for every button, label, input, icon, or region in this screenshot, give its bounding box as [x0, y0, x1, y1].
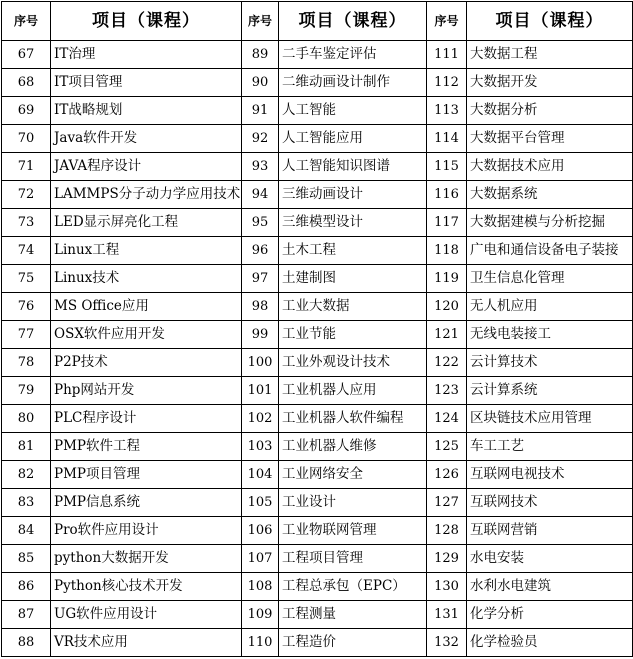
seq-cell: 101	[242, 377, 279, 405]
seq-cell: 75	[2, 265, 51, 293]
course-name-cell: 广电和通信设备电子装接	[467, 237, 633, 265]
course-name-cell: 三维动画设计	[279, 181, 427, 209]
table-row	[2, 349, 633, 377]
seq-cell: 116	[427, 181, 467, 209]
course-name-cell: 工业设计	[279, 489, 427, 517]
course-name-cell: LED显示屏亮化工程	[51, 209, 242, 237]
seq-cell: 113	[427, 97, 467, 125]
seq-cell: 107	[242, 545, 279, 573]
course-name-cell: 工程项目管理	[279, 545, 427, 573]
seq-cell: 106	[242, 517, 279, 545]
table-row	[2, 321, 633, 349]
seq-cell: 108	[242, 573, 279, 601]
course-name-cell: 卫生信息化管理	[467, 265, 633, 293]
header-project-3: 项目（课程）	[467, 2, 633, 41]
seq-cell: 130	[427, 573, 467, 601]
seq-cell: 111	[427, 41, 467, 69]
table-row	[2, 41, 633, 69]
course-name-cell: 大数据平台管理	[467, 125, 633, 153]
table-row	[2, 601, 633, 629]
course-name-cell: LAMMPS分子动力学应用技术	[51, 181, 242, 209]
course-name-cell: IT战略规划	[51, 97, 242, 125]
course-name-cell: 大数据分析	[467, 97, 633, 125]
seq-cell: 74	[2, 237, 51, 265]
course-name-cell: 工程造价	[279, 629, 427, 657]
course-name-cell: 工业网络安全	[279, 461, 427, 489]
table-row	[2, 461, 633, 489]
course-name-cell: Php网站开发	[51, 377, 242, 405]
seq-cell: 93	[242, 153, 279, 181]
seq-cell: 121	[427, 321, 467, 349]
table-row	[2, 293, 633, 321]
table-row	[2, 489, 633, 517]
seq-cell: 77	[2, 321, 51, 349]
course-name-cell: 水利水电建筑	[467, 573, 633, 601]
course-name-cell: Pro软件应用设计	[51, 517, 242, 545]
course-name-cell: 车工工艺	[467, 433, 633, 461]
table-row	[2, 405, 633, 433]
course-name-cell: 大数据工程	[467, 41, 633, 69]
course-name-cell: P2P技术	[51, 349, 242, 377]
seq-cell: 104	[242, 461, 279, 489]
seq-cell: 109	[242, 601, 279, 629]
course-name-cell: 大数据建模与分析挖掘	[467, 209, 633, 237]
seq-cell: 67	[2, 41, 51, 69]
course-name-cell: Java软件开发	[51, 125, 242, 153]
seq-cell: 85	[2, 545, 51, 573]
seq-cell: 71	[2, 153, 51, 181]
course-name-cell: PLC程序设计	[51, 405, 242, 433]
seq-cell: 122	[427, 349, 467, 377]
course-name-cell: 人工智能	[279, 97, 427, 125]
seq-cell: 114	[427, 125, 467, 153]
course-table	[1, 1, 633, 657]
seq-cell: 86	[2, 573, 51, 601]
table-row	[2, 545, 633, 573]
table-row	[2, 573, 633, 601]
course-name-cell: 大数据开发	[467, 69, 633, 97]
course-name-cell: Linux工程	[51, 237, 242, 265]
header-row	[2, 2, 633, 41]
course-name-cell: 云计算技术	[467, 349, 633, 377]
seq-cell: 87	[2, 601, 51, 629]
course-name-cell: VR技术应用	[51, 629, 242, 657]
course-name-cell: 化学检验员	[467, 629, 633, 657]
header-seq-1: 序号	[2, 2, 51, 41]
course-name-cell: 大数据技术应用	[467, 153, 633, 181]
seq-cell: 70	[2, 125, 51, 153]
seq-cell: 131	[427, 601, 467, 629]
table-row	[2, 629, 633, 657]
course-name-cell: 土木工程	[279, 237, 427, 265]
header-project-2: 项目（课程）	[279, 2, 427, 41]
course-name-cell: 人工智能应用	[279, 125, 427, 153]
seq-cell: 102	[242, 405, 279, 433]
course-name-cell: 工业物联网管理	[279, 517, 427, 545]
seq-cell: 128	[427, 517, 467, 545]
course-name-cell: PMP项目管理	[51, 461, 242, 489]
seq-cell: 97	[242, 265, 279, 293]
seq-cell: 92	[242, 125, 279, 153]
seq-cell: 83	[2, 489, 51, 517]
course-name-cell: 工业机器人应用	[279, 377, 427, 405]
seq-cell: 76	[2, 293, 51, 321]
course-name-cell: MS Office应用	[51, 293, 242, 321]
seq-cell: 78	[2, 349, 51, 377]
course-name-cell: Linux技术	[51, 265, 242, 293]
course-name-cell: 三维模型设计	[279, 209, 427, 237]
course-name-cell: UG软件应用设计	[51, 601, 242, 629]
course-name-cell: 人工智能知识图谱	[279, 153, 427, 181]
seq-cell: 119	[427, 265, 467, 293]
course-name-cell: 工业机器人软件编程	[279, 405, 427, 433]
table-row	[2, 517, 633, 545]
table-row	[2, 237, 633, 265]
course-name-cell: 区块链技术应用管理	[467, 405, 633, 433]
course-name-cell: python大数据开发	[51, 545, 242, 573]
seq-cell: 112	[427, 69, 467, 97]
course-name-cell: 云计算系统	[467, 377, 633, 405]
seq-cell: 105	[242, 489, 279, 517]
course-name-cell: JAVA程序设计	[51, 153, 242, 181]
seq-cell: 84	[2, 517, 51, 545]
course-name-cell: 互联网电视技术	[467, 461, 633, 489]
table-header	[2, 2, 633, 41]
seq-cell: 120	[427, 293, 467, 321]
course-name-cell: 互联网营销	[467, 517, 633, 545]
seq-cell: 68	[2, 69, 51, 97]
seq-cell: 98	[242, 293, 279, 321]
seq-cell: 69	[2, 97, 51, 125]
seq-cell: 110	[242, 629, 279, 657]
seq-cell: 117	[427, 209, 467, 237]
course-name-cell: 工业节能	[279, 321, 427, 349]
course-name-cell: 工业大数据	[279, 293, 427, 321]
seq-cell: 80	[2, 405, 51, 433]
table-row	[2, 209, 633, 237]
course-name-cell: PMP信息系统	[51, 489, 242, 517]
seq-cell: 118	[427, 237, 467, 265]
seq-cell: 127	[427, 489, 467, 517]
course-table-container	[1, 1, 633, 657]
course-name-cell: 土建制图	[279, 265, 427, 293]
course-name-cell: 化学分析	[467, 601, 633, 629]
seq-cell: 103	[242, 433, 279, 461]
course-name-cell: 大数据系统	[467, 181, 633, 209]
course-name-cell: OSX软件应用开发	[51, 321, 242, 349]
seq-cell: 126	[427, 461, 467, 489]
course-name-cell: 二手车鉴定评估	[279, 41, 427, 69]
seq-cell: 72	[2, 181, 51, 209]
seq-cell: 124	[427, 405, 467, 433]
seq-cell: 91	[242, 97, 279, 125]
seq-cell: 79	[2, 377, 51, 405]
course-name-cell: 二维动画设计制作	[279, 69, 427, 97]
course-name-cell: 无线电装接工	[467, 321, 633, 349]
course-name-cell: Python核心技术开发	[51, 573, 242, 601]
course-name-cell: 工业外观设计技术	[279, 349, 427, 377]
seq-cell: 96	[242, 237, 279, 265]
seq-cell: 90	[242, 69, 279, 97]
seq-cell: 100	[242, 349, 279, 377]
course-name-cell: 无人机应用	[467, 293, 633, 321]
seq-cell: 94	[242, 181, 279, 209]
table-row	[2, 433, 633, 461]
seq-cell: 125	[427, 433, 467, 461]
seq-cell: 88	[2, 629, 51, 657]
table-row	[2, 125, 633, 153]
table-row	[2, 97, 633, 125]
seq-cell: 123	[427, 377, 467, 405]
table-row	[2, 69, 633, 97]
course-name-cell: IT治理	[51, 41, 242, 69]
course-name-cell: 工业机器人维修	[279, 433, 427, 461]
seq-cell: 73	[2, 209, 51, 237]
table-body	[2, 41, 633, 657]
seq-cell: 89	[242, 41, 279, 69]
header-seq-3: 序号	[427, 2, 467, 41]
seq-cell: 129	[427, 545, 467, 573]
table-row	[2, 153, 633, 181]
course-name-cell: 工程测量	[279, 601, 427, 629]
course-name-cell: 工程总承包（EPC）	[279, 573, 427, 601]
seq-cell: 81	[2, 433, 51, 461]
course-name-cell: IT项目管理	[51, 69, 242, 97]
seq-cell: 82	[2, 461, 51, 489]
table-row	[2, 377, 633, 405]
course-name-cell: 水电安装	[467, 545, 633, 573]
table-row	[2, 181, 633, 209]
course-name-cell: 互联网技术	[467, 489, 633, 517]
seq-cell: 95	[242, 209, 279, 237]
seq-cell: 99	[242, 321, 279, 349]
header-seq-2: 序号	[242, 2, 279, 41]
table-row	[2, 265, 633, 293]
course-name-cell: PMP软件工程	[51, 433, 242, 461]
seq-cell: 115	[427, 153, 467, 181]
header-project-1: 项目（课程）	[51, 2, 242, 41]
seq-cell: 132	[427, 629, 467, 657]
